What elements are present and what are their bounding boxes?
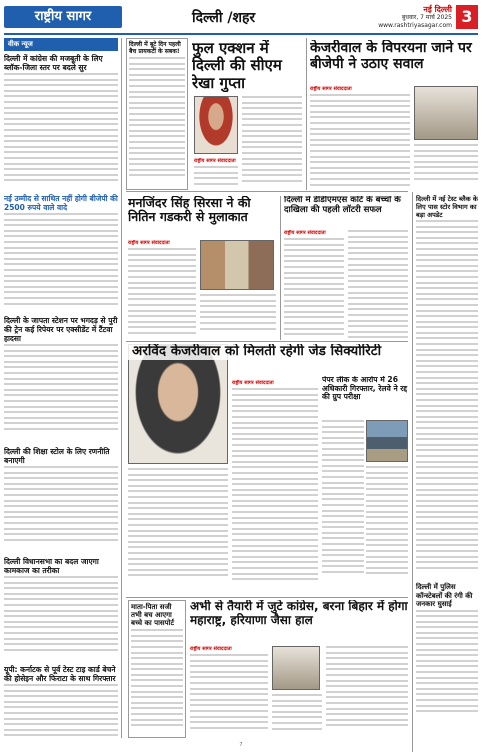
brief-body [4,576,118,662]
dateline-city: नई दिल्ली [423,5,452,14]
story3-body-b [200,294,276,340]
story2-body [310,86,410,190]
story7-headline: अभी से तैयारी में जुटे कांग्रेस, बरना बिहार में होगा महाराष्ट्र, हरियाणा जैसा हाल [190,600,408,627]
page-footer: 7 [239,742,243,748]
page-number: 3 [456,5,478,29]
story7-byline: राष्ट्रीय सागर संवाददाता [190,646,232,652]
brief-body [4,684,118,738]
left-column [4,38,122,738]
story6-headline: पेपर लीक के आरोप में 26 अधिकारी गिरफ्तार, रेलवे ने रद्द की ग्रुप परीक्षा [322,376,408,402]
passport-box [128,600,186,738]
story8-headline: माता-पिता सजी तभी बच आएगा बच्चे का पासपोर्ट [131,603,174,628]
story1-body [194,158,238,190]
story7-headline-box [190,600,408,642]
top-left-box [126,38,188,190]
story1-text [242,96,302,190]
story7-body-c [326,646,408,738]
railway-photo [366,420,408,462]
right-column [412,192,478,752]
vipassana-photo [414,86,478,140]
brief-body [4,213,118,313]
story5-body [232,380,318,594]
story6-body-b [366,466,408,594]
divider [126,597,408,598]
brand-logo: राष्ट्रीय सागर [4,6,122,28]
brief-headline: नई उम्मीद से साथित नहीं होगी बीजेपी की 2500 रुपये वाले वादे [4,194,118,212]
story3-body [128,240,196,340]
divider [306,38,307,190]
brief-headline: दिल्ली की शिक्षा स्टोल के लिए रणनीति बनाएगी [4,447,110,465]
brief-headline: यूपी: कर्नाटक से पूर्व टेस्ट टाइ कार्ड बेचने की होसेइन और फिराटा के साथ गिरफ्तार [4,665,116,683]
masthead [4,4,478,34]
brief-body [4,466,118,554]
story2-headline: केजरीवाल के विपरयना जाने पर बीजेपी ने उठाए सवाल [310,40,472,73]
rekha-headline-box [192,40,304,92]
brief-body [4,73,118,191]
dateline-date: बुधवार, 7 मार्च 2025 [401,14,452,21]
story2-byline: राष्ट्रीय सागर संवाददाता [310,86,352,92]
sirsa-gadkari-photo [200,240,274,290]
story4-headline-box [284,196,408,226]
story2-headline-box [310,40,478,82]
story5-headline-box [128,344,408,372]
story6-body [322,420,364,594]
story4-body-b [348,230,408,340]
story3-headline-box [128,196,278,236]
story4-headline: दिल्ली में डीडीएमएस कोर्ट के बच्चों के दाखिला की पहली लॉटरी सफल [284,196,401,215]
divider [126,191,408,192]
story3-byline: राष्ट्रीय सागर संवाददाता [128,240,170,246]
story7-body-b [272,694,322,738]
masthead-rule [4,33,478,35]
divider [280,196,281,340]
divider [126,341,408,342]
section-title: दिल्ली /शहर [192,10,256,26]
congress-leader-photo [272,646,320,690]
story5-body-b [128,468,228,594]
right-headline: दिल्ली में नई टेस्ट ब्लैक के लिए पास स्टोर विभाग का बड़ा अपडेट [416,195,478,219]
dateline [378,6,452,30]
right-body [416,220,478,580]
story5-byline: राष्ट्रीय सागर संवाददाता [232,380,274,386]
story1-headline: फुल एक्शन में दिल्ली की सीएम रेखा गुप्ता [192,40,282,92]
right-body-2 [416,610,478,730]
brief-header: वीक न्यूज [4,38,118,51]
story7-body [190,646,268,738]
story1-byline: राष्ट्रीय सागर संवाददाता [194,158,236,164]
brief-headline: दिल्ली के जापता स्टेशन पर भगदड़ से पुरी की ट्रेन कई रिपेयर पर एक्सीडेंट में टैंटवा हादसा [4,316,118,343]
brief-body [4,344,118,444]
dateline-website: www.rashtriyasagar.com [378,22,452,29]
story4-byline: राष्ट्रीय सागर संवाददाता [284,230,326,236]
story3-headline: मनजिंदर सिंह सिरसा ने की नितिन गडकरी से मुलाकात [128,196,251,225]
box-headline: दिल्ली में बूटे दिन पहली बैच प्रायकर्टी के सबक! [129,41,181,55]
story6-headline-box [322,376,408,416]
rekha-gupta-photo [194,96,238,154]
brief-headline: दिल्ली में कांग्रेस की मजबूती के लिए ब्लॉक-जिला स्तर पर बदले सुर [4,54,103,72]
story4-body [284,230,344,340]
brief-headline: दिल्ली विधानसभा का बदल जाएगा कामकाज का तरीका [4,557,99,575]
story2-body-right [414,144,478,188]
story5-headline: अरविंद केजरीवाल को मिलती रहेगी जेड सिक्योरिटी [128,344,408,360]
right-headline-2: दिल्ली में पुलिस कॉन्स्टेबलों की रंगी की जनकार घुसाई [416,583,473,608]
